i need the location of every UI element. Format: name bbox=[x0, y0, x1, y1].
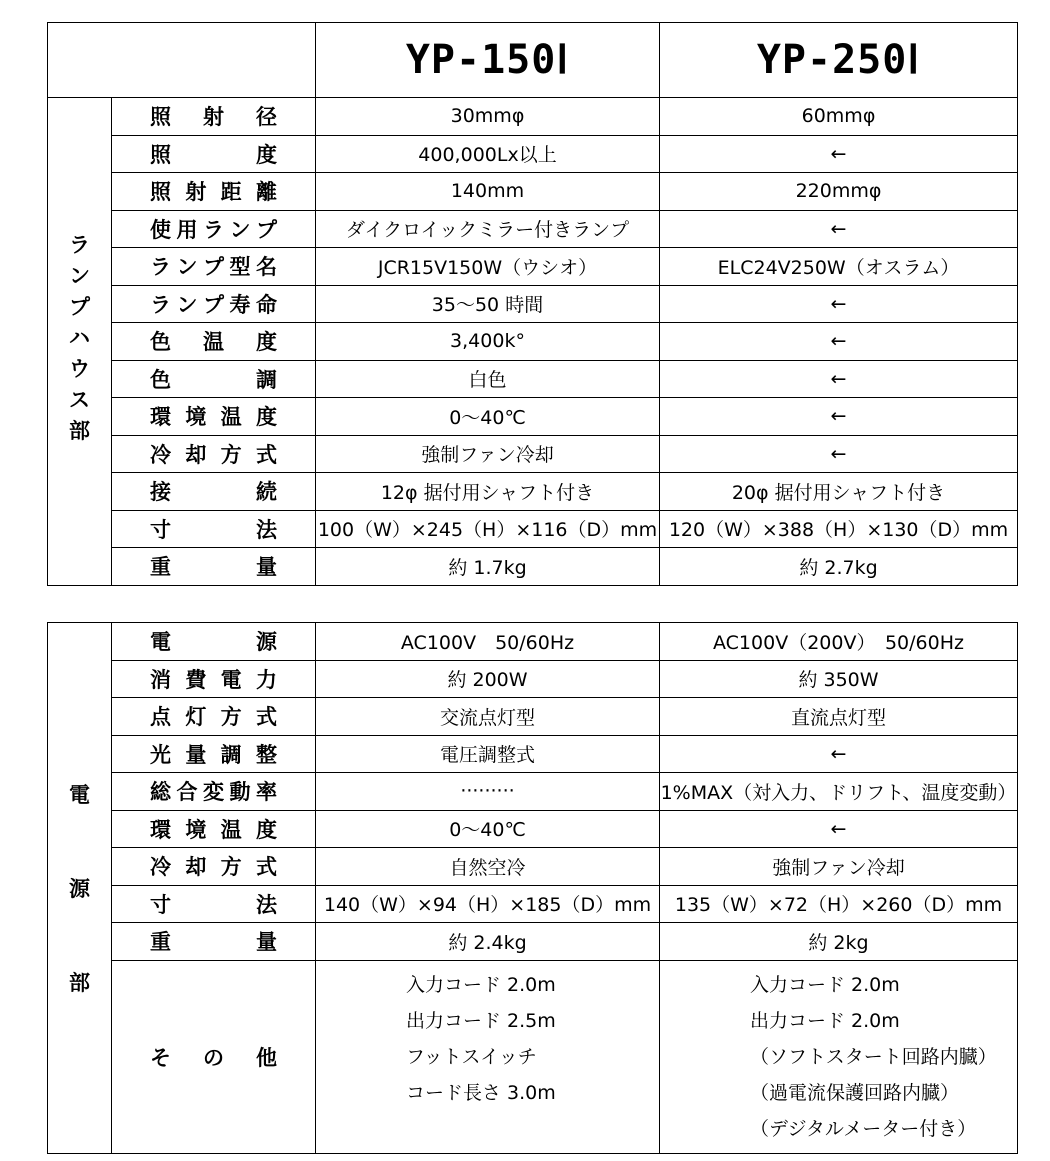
model-b-other-list bbox=[660, 960, 1018, 1153]
model-a-value: 140mm bbox=[316, 173, 660, 211]
spec-label bbox=[112, 773, 316, 811]
spec-label-char: 温 bbox=[220, 405, 242, 430]
spec-label-char: ン bbox=[229, 217, 251, 242]
spec-row bbox=[48, 923, 1018, 961]
spec-row bbox=[48, 510, 1018, 548]
spec-row bbox=[48, 135, 1018, 173]
spec-label-char: 調 bbox=[256, 367, 277, 392]
spec-label-char: ラ bbox=[150, 292, 171, 317]
spec-label-char: 色 bbox=[150, 367, 171, 392]
spec-row bbox=[48, 848, 1018, 886]
spec-label-char: 寸 bbox=[150, 892, 171, 917]
model-b-value: ← bbox=[660, 360, 1018, 398]
header-empty-cell bbox=[48, 23, 316, 98]
model-b-value: ← bbox=[660, 135, 1018, 173]
power-spec-table bbox=[47, 622, 1018, 1154]
spec-label-char: 消 bbox=[150, 667, 171, 692]
spec-label bbox=[112, 698, 316, 736]
model-b-value: AC100V（200V） 50/60Hz bbox=[660, 623, 1018, 661]
model-b-value: ← bbox=[660, 810, 1018, 848]
model-b-value: 約 350W bbox=[660, 660, 1018, 698]
spec-label-char: 量 bbox=[256, 555, 277, 580]
spec-label-char: 離 bbox=[255, 180, 277, 205]
spec-label-char: ン bbox=[176, 255, 198, 280]
spec-label-char: 点 bbox=[150, 705, 171, 730]
model-a-title: YP-150Ⅰ bbox=[316, 23, 660, 98]
spec-label-char: 距 bbox=[220, 180, 242, 205]
model-b-value: 120（W）×388（H）×130（D）mm bbox=[660, 510, 1018, 548]
model-a-value: 自然空冷 bbox=[316, 848, 660, 886]
model-b-value: 220mmφ bbox=[660, 173, 1018, 211]
other-line: 入力コード 2.0m bbox=[406, 973, 556, 996]
model-a-value: 0〜40℃ bbox=[316, 398, 660, 436]
model-a-value: JCR15V150W（ウシオ） bbox=[316, 248, 660, 286]
spec-label bbox=[112, 510, 316, 548]
spec-label-char: 冷 bbox=[150, 855, 171, 880]
spec-label-char: 色 bbox=[150, 330, 171, 355]
spec-row bbox=[48, 773, 1018, 811]
spec-label-char: の bbox=[203, 1045, 224, 1070]
spec-row bbox=[48, 810, 1018, 848]
spec-label-char: 動 bbox=[229, 780, 251, 805]
spec-label-char: 整 bbox=[255, 742, 277, 767]
spec-label bbox=[112, 623, 316, 661]
model-a-value: 100（W）×245（H）×116（D）mm bbox=[316, 510, 660, 548]
model-b-value: 強制ファン冷却 bbox=[660, 848, 1018, 886]
model-a-value: ········· bbox=[316, 773, 660, 811]
model-b-value: 直流点灯型 bbox=[660, 698, 1018, 736]
spec-label bbox=[112, 960, 316, 1153]
spec-label bbox=[112, 848, 316, 886]
spec-label-char: 射 bbox=[185, 180, 207, 205]
power-group-label bbox=[48, 623, 112, 1154]
spec-label-char: 電 bbox=[220, 667, 242, 692]
spec-label-char: 温 bbox=[220, 817, 242, 842]
spec-label bbox=[112, 248, 316, 286]
model-b-value: 約 2.7kg bbox=[660, 548, 1018, 586]
spec-label-char: 度 bbox=[255, 405, 277, 430]
spec-label-char: 方 bbox=[220, 442, 242, 467]
spec-row-other bbox=[48, 960, 1018, 1153]
spec-row bbox=[48, 398, 1018, 436]
spec-row bbox=[48, 360, 1018, 398]
model-b-value: ← bbox=[660, 210, 1018, 248]
spec-row bbox=[48, 323, 1018, 361]
model-a-value: 強制ファン冷却 bbox=[316, 435, 660, 473]
spec-label-char: 寸 bbox=[150, 517, 171, 542]
spec-label-char: 費 bbox=[185, 667, 207, 692]
model-b-title: YP-250Ⅰ bbox=[660, 23, 1018, 98]
spec-label-char: 重 bbox=[150, 930, 171, 955]
model-a-value: 約 2.4kg bbox=[316, 923, 660, 961]
group-label-char: 電 bbox=[69, 783, 90, 807]
spec-label-char: プ bbox=[256, 217, 277, 242]
model-b-value: 60mmφ bbox=[660, 98, 1018, 136]
spec-label-char: 命 bbox=[256, 292, 277, 317]
spec-label-char: 照 bbox=[150, 142, 171, 167]
spec-label bbox=[112, 98, 316, 136]
spec-row bbox=[48, 248, 1018, 286]
spec-label-char: 却 bbox=[185, 855, 207, 880]
spec-label-char: 量 bbox=[256, 930, 277, 955]
spec-label-char: 率 bbox=[256, 780, 277, 805]
spec-label bbox=[112, 885, 316, 923]
spec-label-char: そ bbox=[150, 1045, 171, 1070]
spec-label bbox=[112, 398, 316, 436]
spec-row bbox=[48, 698, 1018, 736]
spec-label-char: ラ bbox=[203, 217, 224, 242]
spec-label-char: 力 bbox=[255, 667, 277, 692]
spec-label-char: 他 bbox=[256, 1045, 277, 1070]
model-a-other-list bbox=[316, 960, 660, 1153]
group-label-char: ウ bbox=[69, 357, 90, 381]
model-b-value: ← bbox=[660, 285, 1018, 323]
group-label-char: ン bbox=[69, 264, 90, 288]
spec-label bbox=[112, 323, 316, 361]
spec-label-char: 照 bbox=[150, 105, 171, 130]
other-line: 出力コード 2.0m bbox=[750, 1009, 900, 1032]
model-b-value: 約 2kg bbox=[660, 923, 1018, 961]
group-label-char: プ bbox=[69, 295, 90, 319]
spec-row bbox=[48, 735, 1018, 773]
model-b-value: 1%MAX（対入力、ドリフト、温度変動） bbox=[660, 773, 1018, 811]
spec-row bbox=[48, 623, 1018, 661]
model-a-value: 0〜40℃ bbox=[316, 810, 660, 848]
spec-label-char: ラ bbox=[150, 255, 171, 280]
other-line: 入力コード 2.0m bbox=[750, 973, 900, 996]
model-a-value: 電圧調整式 bbox=[316, 735, 660, 773]
model-a-value: 140（W）×94（H）×185（D）mm bbox=[316, 885, 660, 923]
spec-label-char: 式 bbox=[255, 442, 277, 467]
spec-label-char: 冷 bbox=[150, 442, 171, 467]
spec-label-char: 使 bbox=[150, 217, 171, 242]
spec-label-char: 用 bbox=[176, 217, 198, 242]
spec-label-char: 電 bbox=[150, 630, 171, 655]
model-b-value: ELC24V250W（オスラム） bbox=[660, 248, 1018, 286]
spec-row bbox=[48, 210, 1018, 248]
spec-label bbox=[112, 810, 316, 848]
spec-label-char: 接 bbox=[150, 480, 171, 505]
model-a-value: 12φ 据付用シャフト付き bbox=[316, 473, 660, 511]
spec-label-char: 射 bbox=[203, 105, 224, 130]
model-a-value: 白色 bbox=[316, 360, 660, 398]
spec-label-char: 温 bbox=[203, 330, 224, 355]
other-line: 出力コード 2.5m bbox=[406, 1009, 556, 1032]
spec-label-char: 灯 bbox=[185, 705, 207, 730]
model-a-value: AC100V 50/60Hz bbox=[316, 623, 660, 661]
spec-row bbox=[48, 885, 1018, 923]
other-line: （過電流保護回路内臓） bbox=[750, 1081, 960, 1104]
spec-label-char: 変 bbox=[203, 780, 224, 805]
spec-label-char: 境 bbox=[185, 817, 207, 842]
spec-row bbox=[48, 548, 1018, 586]
spec-row bbox=[48, 173, 1018, 211]
spec-label-char: 度 bbox=[256, 142, 277, 167]
spec-row bbox=[48, 435, 1018, 473]
spec-row bbox=[48, 473, 1018, 511]
model-b-value: ← bbox=[660, 735, 1018, 773]
group-label-char: ス bbox=[69, 388, 90, 412]
spec-label-char: 環 bbox=[150, 405, 171, 430]
spec-label-char: 式 bbox=[255, 705, 277, 730]
spec-label-char: 量 bbox=[185, 742, 207, 767]
model-a-value: 3,400k° bbox=[316, 323, 660, 361]
model-b-value: ← bbox=[660, 323, 1018, 361]
spec-label-char: 度 bbox=[256, 330, 277, 355]
spec-label bbox=[112, 210, 316, 248]
group-label-char: 部 bbox=[69, 419, 90, 443]
spec-label-char: 照 bbox=[150, 180, 171, 205]
spec-label-char: 調 bbox=[220, 742, 242, 767]
spec-label-char: 径 bbox=[256, 105, 277, 130]
model-a-value: 400,000Lx以上 bbox=[316, 135, 660, 173]
spec-label-char: 度 bbox=[255, 817, 277, 842]
lamp-house-group-label bbox=[48, 98, 112, 586]
model-b-value: 135（W）×72（H）×260（D）mm bbox=[660, 885, 1018, 923]
spec-label bbox=[112, 173, 316, 211]
spec-label bbox=[112, 135, 316, 173]
spec-label-char: 方 bbox=[220, 705, 242, 730]
spec-row bbox=[48, 285, 1018, 323]
model-b-value: ← bbox=[660, 435, 1018, 473]
spec-label-char: 源 bbox=[256, 630, 277, 655]
model-b-value: ← bbox=[660, 398, 1018, 436]
spec-label-char: 却 bbox=[185, 442, 207, 467]
model-a-value: 35〜50 時間 bbox=[316, 285, 660, 323]
group-label-char: 部 bbox=[69, 971, 90, 995]
spec-label-char: 法 bbox=[256, 892, 277, 917]
spec-label bbox=[112, 660, 316, 698]
other-line: コード長さ 3.0m bbox=[406, 1081, 556, 1104]
spec-label-char: ン bbox=[176, 292, 198, 317]
model-b-value: 20φ 据付用シャフト付き bbox=[660, 473, 1018, 511]
model-a-value: 交流点灯型 bbox=[316, 698, 660, 736]
spec-label bbox=[112, 435, 316, 473]
other-line: （ソフトスタート回路内臓） bbox=[750, 1045, 997, 1068]
spec-row bbox=[48, 98, 1018, 136]
spec-label bbox=[112, 923, 316, 961]
spec-label-char: 光 bbox=[150, 742, 171, 767]
spec-label-char: 方 bbox=[220, 855, 242, 880]
spec-row bbox=[48, 660, 1018, 698]
spec-label-char: プ bbox=[203, 255, 224, 280]
spec-label-char: 式 bbox=[255, 855, 277, 880]
group-label-char: ラ bbox=[69, 233, 90, 257]
lamp-spec-table bbox=[47, 22, 1018, 586]
spec-label bbox=[112, 473, 316, 511]
spec-label-char: 続 bbox=[256, 480, 277, 505]
spec-label-char: 重 bbox=[150, 555, 171, 580]
spec-label-char: 環 bbox=[150, 817, 171, 842]
spec-label-char: 名 bbox=[256, 255, 277, 280]
spec-label-char: 総 bbox=[150, 780, 171, 805]
spec-label-char: 型 bbox=[229, 255, 251, 280]
spec-label-char: 境 bbox=[185, 405, 207, 430]
spec-label-char: 合 bbox=[176, 780, 198, 805]
spec-label bbox=[112, 735, 316, 773]
spec-label-char: 法 bbox=[256, 517, 277, 542]
model-a-value: 約 200W bbox=[316, 660, 660, 698]
spec-label-char: プ bbox=[203, 292, 224, 317]
model-a-value: ダイクロイックミラー付きランプ bbox=[316, 210, 660, 248]
model-a-value: 約 1.7kg bbox=[316, 548, 660, 586]
model-a-value: 30mmφ bbox=[316, 98, 660, 136]
spec-label-char: 寿 bbox=[229, 292, 251, 317]
spec-label bbox=[112, 548, 316, 586]
other-line: フットスイッチ bbox=[406, 1045, 537, 1068]
other-line: （デジタルメーター付き） bbox=[750, 1117, 977, 1140]
spec-label bbox=[112, 285, 316, 323]
group-label-char: ハ bbox=[69, 326, 90, 350]
spec-label bbox=[112, 360, 316, 398]
group-label-char: 源 bbox=[69, 877, 90, 901]
